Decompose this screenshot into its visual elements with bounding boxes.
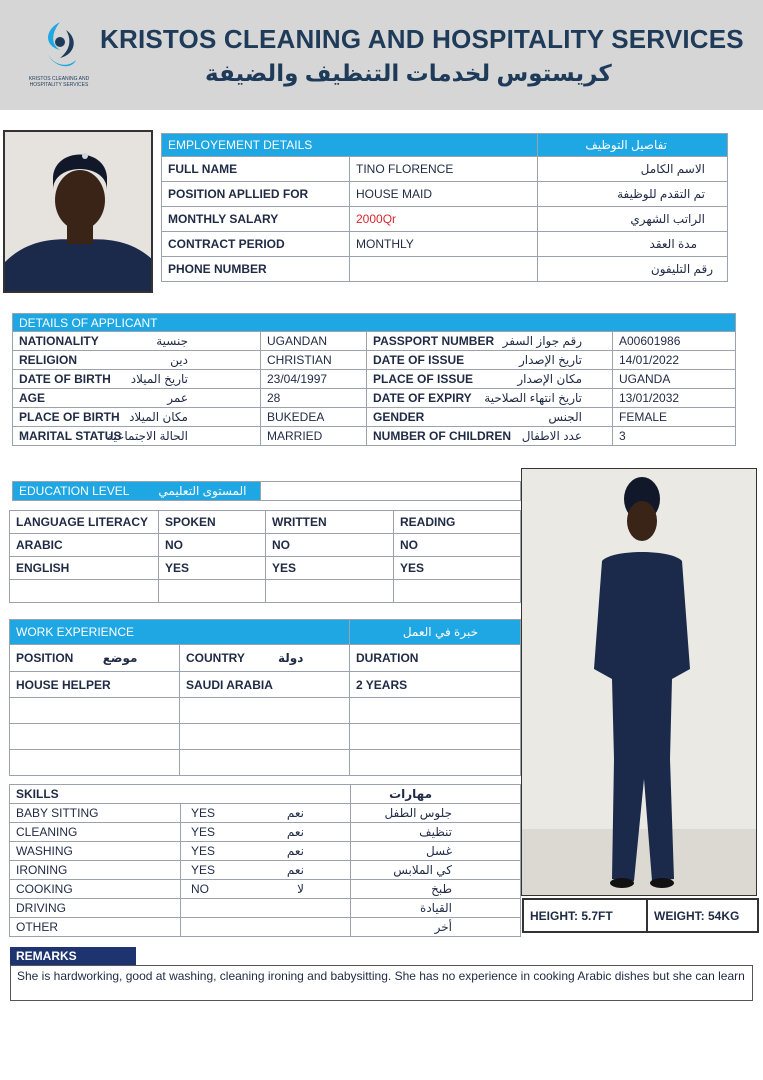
skill-value-arabic: نعم <box>286 825 305 839</box>
written-header: WRITTEN <box>266 511 394 534</box>
passport-field-value: 14/01/2022 <box>613 351 736 370</box>
work-cell <box>350 698 521 724</box>
work-cell <box>180 724 350 750</box>
applicant-row <box>13 351 736 370</box>
applicant-header: DETAILS OF APPLICANT <box>13 314 736 332</box>
work-row <box>10 698 521 724</box>
work-cell <box>10 724 180 750</box>
passport-field-label-en: DATE OF ISSUE <box>373 353 465 367</box>
language-cell <box>394 580 521 603</box>
height-value: HEIGHT: 5.7FT <box>523 899 647 932</box>
skill-value <box>181 804 351 823</box>
skill-name-arabic: جلوس الطفل <box>351 804 521 823</box>
applicant-field-label <box>13 408 261 427</box>
remarks-header: REMARKS <box>10 947 136 965</box>
work-header-arabic: خبرة في العمل <box>350 620 521 645</box>
applicant-field-value: UGANDAN <box>261 332 367 351</box>
applicant-field-value: 28 <box>261 389 367 408</box>
applicant-field-label-arabic: مكان الميلاد <box>129 410 188 424</box>
passport-field-label <box>367 370 613 389</box>
page-header <box>0 0 763 110</box>
language-cell: ARABIC <box>10 534 159 557</box>
applicant-field-value: CHRISTIAN <box>261 351 367 370</box>
position-label: POSITION APLLIED FOR <box>162 182 350 207</box>
weight-value: WEIGHT: 54KG <box>647 899 758 932</box>
position-col-arabic: موضع <box>102 651 138 665</box>
position-label-arabic: تم التقدم للوظيفة <box>538 182 728 207</box>
skill-row <box>10 918 521 937</box>
passport-field-label-en: GENDER <box>373 410 425 424</box>
applicant-field-label <box>13 351 261 370</box>
full-name-value: TINO FLORENCE <box>350 157 538 182</box>
applicant-field-value: BUKEDEA <box>261 408 367 427</box>
skills-table <box>9 784 521 937</box>
language-cell: ENGLISH <box>10 557 159 580</box>
skill-name: COOKING <box>10 880 181 899</box>
skill-name: DRIVING <box>10 899 181 918</box>
logo-caption: KRISTOS CLEANING AND HOSPITALITY SERVICES <box>28 76 90 88</box>
language-cell: YES <box>394 557 521 580</box>
education-table <box>12 481 521 501</box>
passport-field-label-en: PASSPORT NUMBER <box>373 334 495 348</box>
applicant-field-label-en: MARITAL STATUS <box>19 429 122 443</box>
applicant-field-label-en: NATIONALITY <box>19 334 99 348</box>
passport-field-value: FEMALE <box>613 408 736 427</box>
skill-value <box>181 918 351 937</box>
passport-field-value: UGANDA <box>613 370 736 389</box>
skill-row <box>10 880 521 899</box>
skill-value-en: YES <box>191 863 216 877</box>
employment-header-arabic: تفاصيل التوظيف <box>538 134 728 157</box>
applicant-row <box>13 332 736 351</box>
language-cell <box>10 580 159 603</box>
skill-name-arabic: طبخ <box>351 880 521 899</box>
position-col-en: POSITION <box>16 651 74 665</box>
skill-value-arabic: نعم <box>286 844 305 858</box>
applicant-field-label-arabic: جنسية <box>156 334 188 348</box>
passport-field-label <box>367 389 613 408</box>
passport-field-label <box>367 427 613 446</box>
applicant-field-label-en: DATE OF BIRTH <box>19 372 111 386</box>
applicant-field-label <box>13 332 261 351</box>
company-title-arabic: كريستوس لخدمات التنظيف والضيفة <box>205 60 612 86</box>
applicant-row <box>13 389 736 408</box>
applicant-field-label-en: RELIGION <box>19 353 78 367</box>
work-cell: 2 YEARS <box>350 672 521 698</box>
phone-value <box>350 257 538 282</box>
passport-field-label-arabic: الجنس <box>548 410 582 424</box>
skill-name-arabic: القيادة <box>351 899 521 918</box>
passport-field-value: 3 <box>613 427 736 446</box>
language-cell: YES <box>159 557 266 580</box>
skill-value-en: YES <box>191 844 216 858</box>
measurements-table <box>522 898 759 933</box>
applicant-field-value: MARRIED <box>261 427 367 446</box>
education-value <box>261 482 521 501</box>
company-title: KRISTOS CLEANING AND HOSPITALITY SERVICES <box>100 24 744 54</box>
skill-name: IRONING <box>10 861 181 880</box>
work-experience-table <box>9 619 521 776</box>
remarks-text: She is hardworking, good at washing, cleaning ironing and babysitting. She has no experience in cooking Arabic dishes but she can learn <box>10 965 753 1001</box>
language-cell: YES <box>266 557 394 580</box>
work-cell <box>350 724 521 750</box>
language-row <box>10 557 521 580</box>
applicant-field-label-en: PLACE OF BIRTH <box>19 410 120 424</box>
applicant-field-label <box>13 427 261 446</box>
work-cell <box>180 698 350 724</box>
language-literacy-table <box>9 510 521 603</box>
work-row <box>10 724 521 750</box>
skill-value-arabic: نعم <box>286 863 305 877</box>
skill-name: WASHING <box>10 842 181 861</box>
skill-name-arabic: تنظيف <box>351 823 521 842</box>
applicant-portrait-photo <box>3 130 153 293</box>
applicant-field-value: 23/04/1997 <box>261 370 367 389</box>
work-header: WORK EXPERIENCE <box>10 620 350 645</box>
contract-period-label-arabic: مدة العقد <box>538 232 728 257</box>
skill-value-en: YES <box>191 806 216 820</box>
skill-name-arabic: أخر <box>351 918 521 937</box>
salary-label: MONTHLY SALARY <box>162 207 350 232</box>
country-col-en: COUNTRY <box>186 651 245 665</box>
applicant-field-label-arabic: الحالة الاجتماعية <box>107 429 188 443</box>
skill-name: OTHER <box>10 918 181 937</box>
education-label-arabic: المستوى التعليمي <box>158 484 247 498</box>
applicant-field-label <box>13 370 261 389</box>
work-cell <box>180 750 350 776</box>
salary-label-arabic: الراتب الشهري <box>538 207 728 232</box>
phone-label: PHONE NUMBER <box>162 257 350 282</box>
spoken-header: SPOKEN <box>159 511 266 534</box>
skill-value-arabic: لا <box>297 882 305 896</box>
skills-header: SKILLS <box>10 785 351 804</box>
passport-field-label <box>367 332 613 351</box>
skill-name: BABY SITTING <box>10 804 181 823</box>
skills-header-arabic: مهارات <box>351 785 521 804</box>
applicant-field-label-arabic: دين <box>170 353 188 367</box>
work-cell <box>10 698 180 724</box>
applicant-field-label-en: AGE <box>19 391 46 405</box>
skill-value-en: YES <box>191 825 216 839</box>
work-row <box>10 672 521 698</box>
skill-value-arabic: نعم <box>286 806 305 820</box>
applicant-row <box>13 408 736 427</box>
country-col-arabic: دولة <box>278 651 304 665</box>
passport-field-label <box>367 408 613 427</box>
skill-name-arabic: غسل <box>351 842 521 861</box>
language-row <box>10 534 521 557</box>
work-row <box>10 750 521 776</box>
salary-value: 2000Qr <box>350 207 538 232</box>
employment-details-table <box>161 133 728 282</box>
passport-field-label-arabic: رقم جواز السفر <box>502 334 582 348</box>
passport-field-label <box>367 351 613 370</box>
skill-row <box>10 823 521 842</box>
skill-row <box>10 861 521 880</box>
phone-label-arabic: رقم التليفون <box>538 257 728 282</box>
skill-name-arabic: كي الملابس <box>351 861 521 880</box>
skill-name: CLEANING <box>10 823 181 842</box>
applicant-row <box>13 370 736 389</box>
applicant-field-label-arabic: تاريخ الميلاد <box>130 372 188 386</box>
passport-field-label-arabic: عدد الاطفال <box>521 429 582 443</box>
language-cell: NO <box>266 534 394 557</box>
skill-row <box>10 842 521 861</box>
language-cell: NO <box>159 534 266 557</box>
contract-period-label: CONTRACT PERIOD <box>162 232 350 257</box>
country-column-header <box>180 645 350 672</box>
duration-column-header: DURATION <box>350 645 521 672</box>
reading-header: READING <box>394 511 521 534</box>
applicant-field-label <box>13 389 261 408</box>
work-cell: HOUSE HELPER <box>10 672 180 698</box>
passport-field-label-en: DATE OF EXPIRY <box>373 391 472 405</box>
skill-row <box>10 804 521 823</box>
full-name-label-arabic: الاسم الكامل <box>538 157 728 182</box>
applicant-details-table <box>12 313 736 446</box>
passport-field-label-en: PLACE OF ISSUE <box>373 372 474 386</box>
passport-field-value: A00601986 <box>613 332 736 351</box>
language-cell <box>159 580 266 603</box>
skill-value <box>181 880 351 899</box>
passport-field-value: 13/01/2032 <box>613 389 736 408</box>
position-value: HOUSE MAID <box>350 182 538 207</box>
contract-period-value: MONTHLY <box>350 232 538 257</box>
passport-field-label-arabic: تاريخ الإصدار <box>518 353 582 367</box>
language-cell <box>266 580 394 603</box>
skill-value-en: NO <box>191 882 209 896</box>
applicant-full-body-photo <box>521 468 757 896</box>
passport-field-label-arabic: تاريخ انتهاء الصلاحية <box>484 391 582 405</box>
passport-field-label-en: NUMBER OF CHILDREN <box>373 429 511 443</box>
employment-header: EMPLOYEMENT DETAILS <box>162 134 538 157</box>
education-label <box>13 482 261 501</box>
language-row <box>10 580 521 603</box>
work-cell: SAUDI ARABIA <box>180 672 350 698</box>
applicant-row <box>13 427 736 446</box>
skill-value <box>181 861 351 880</box>
work-cell <box>350 750 521 776</box>
language-cell: NO <box>394 534 521 557</box>
skill-value <box>181 899 351 918</box>
position-column-header <box>10 645 180 672</box>
skill-value <box>181 842 351 861</box>
education-label-en: EDUCATION LEVEL <box>19 484 130 498</box>
skill-value <box>181 823 351 842</box>
applicant-field-label-arabic: عمر <box>167 391 188 405</box>
work-cell <box>10 750 180 776</box>
passport-field-label-arabic: مكان الإصدار <box>517 372 582 386</box>
full-name-label: FULL NAME <box>162 157 350 182</box>
skill-row <box>10 899 521 918</box>
language-header: LANGUAGE LITERACY <box>10 511 159 534</box>
